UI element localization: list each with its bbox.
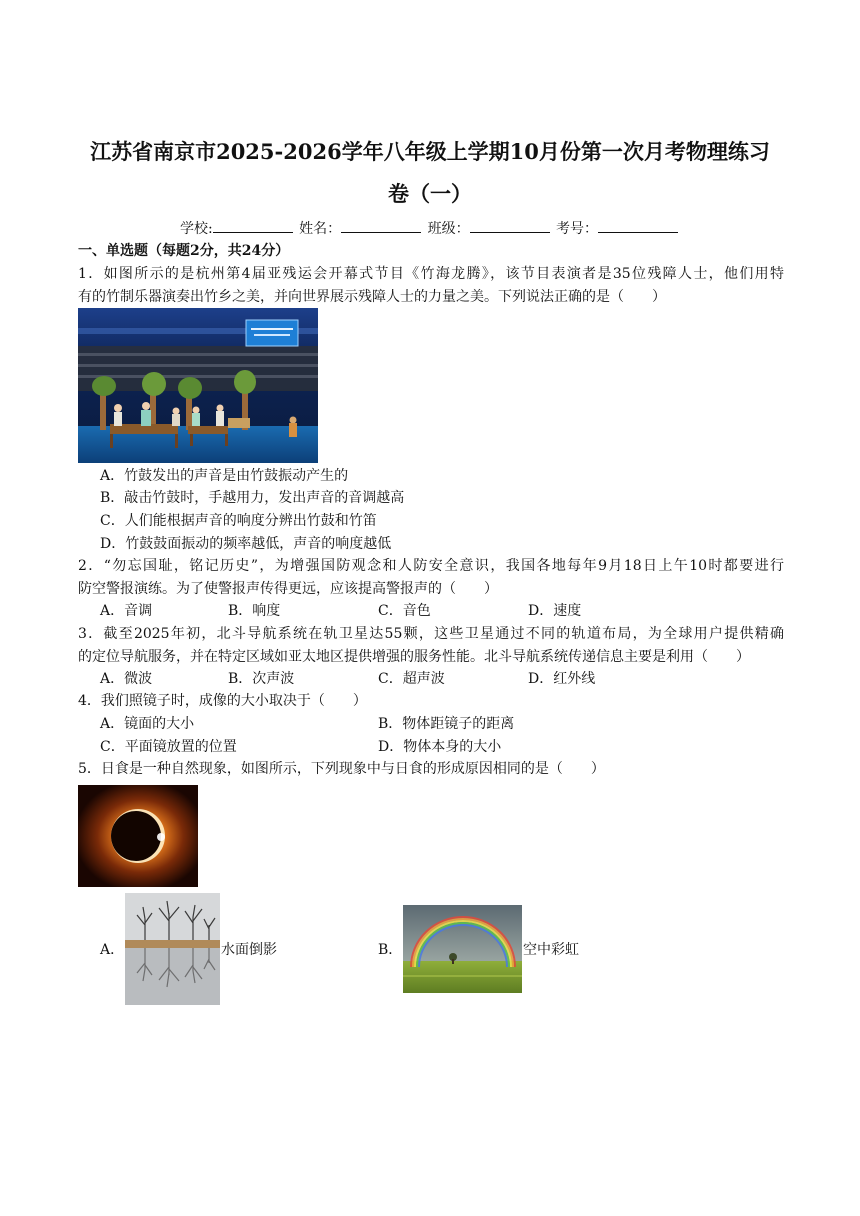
q2-option-b[interactable]: B．响度 — [228, 603, 281, 619]
q2-stem-line1: 2．“勿忘国耻，铭记历史”，为增强国防观念和人防安全意识，我国各地每年9月18日上午10时都要进行 — [78, 558, 784, 574]
q5-stem: 5．日食是一种自然现象，如图所示，下列现象中与日食的形成原因相同的是（ ） — [78, 761, 605, 777]
name-label: 姓名： — [299, 221, 342, 237]
exam-no-label: 考号： — [556, 221, 599, 237]
school-blank[interactable] — [213, 218, 293, 233]
q3-option-d[interactable]: D．红外线 — [528, 671, 596, 687]
q1-option-a[interactable]: A．竹鼓发出的声音是由竹鼓振动产生的 — [100, 468, 349, 484]
q2-option-c[interactable]: C．音色 — [378, 603, 431, 619]
q4-option-d[interactable]: D．物体本身的大小 — [378, 739, 502, 755]
q3-option-b[interactable]: B．次声波 — [228, 671, 295, 687]
q2-stem-line2: 防空警报演练。为了使警报声传得更远，应该提高警报声的（ ） — [78, 581, 498, 597]
q1-option-c[interactable]: C．人们能根据声音的响度分辨出竹鼓和竹笛 — [100, 513, 377, 529]
q5-option-b-letter[interactable]: B． — [378, 942, 403, 958]
solar-eclipse-photo — [78, 785, 198, 887]
q4-option-a[interactable]: A．镜面的大小 — [100, 716, 195, 732]
tree-reflection-photo[interactable] — [125, 893, 220, 1005]
q3-option-a[interactable]: A．微波 — [100, 671, 153, 687]
page-title-continued: 卷（一） — [388, 181, 472, 206]
q4-stem: 4．我们照镜子时，成像的大小取决于（ ） — [78, 693, 367, 709]
q4-option-b[interactable]: B．物体距镜子的距离 — [378, 716, 515, 732]
q2-option-a[interactable]: A．音调 — [100, 603, 153, 619]
exam-no-blank[interactable] — [598, 218, 678, 233]
q1-stem-line1: 1．如图所示的是杭州第4届亚残运会开幕式节目《竹海龙腾》，该节目表演者是35位残障人士，他们用特 — [78, 266, 784, 282]
q3-option-c[interactable]: C．超声波 — [378, 671, 445, 687]
q1-stem-line2: 有的竹制乐器演奏出竹乡之美，并向世界展示残障人士的力量之美。下列说法正确的是（ ） — [78, 289, 666, 305]
name-blank[interactable] — [341, 218, 421, 233]
stage-performance-photo — [78, 308, 318, 463]
q1-option-b[interactable]: B．敲击竹鼓时，手越用力，发出声音的音调越高 — [100, 490, 405, 506]
class-label: 班级： — [427, 221, 470, 237]
school-label: 学校: — [179, 221, 213, 237]
q3-stem-line2: 的定位导航服务，并在特定区域如亚太地区提供增强的服务性能。北斗导航系统传递信息主要是利用（ ） — [78, 649, 750, 665]
rainbow-photo[interactable] — [403, 905, 522, 993]
q5-option-a-caption[interactable]: 水面倒影 — [221, 942, 277, 958]
section-heading: 一、单选题（每题2分，共24分） — [78, 243, 290, 259]
class-blank[interactable] — [470, 218, 550, 233]
page-title: 江苏省南京市2025-2026学年八年级上学期10月份第一次月考物理练习 — [90, 139, 770, 164]
q3-stem-line1: 3．截至2025年初，北斗导航系统在轨卫星达55颗，这些卫星通过不同的轨道布局，为全球用户提供精确 — [78, 626, 784, 642]
q5-option-b-caption[interactable]: 空中彩虹 — [523, 942, 579, 958]
q4-option-c[interactable]: C．平面镜放置的位置 — [100, 739, 237, 755]
q5-option-a-letter[interactable]: A． — [100, 942, 125, 958]
q1-option-d[interactable]: D．竹鼓鼓面振动的频率越低，声音的响度越低 — [100, 536, 392, 552]
q2-option-d[interactable]: D．速度 — [528, 603, 582, 619]
student-info-line — [0, 218, 860, 239]
